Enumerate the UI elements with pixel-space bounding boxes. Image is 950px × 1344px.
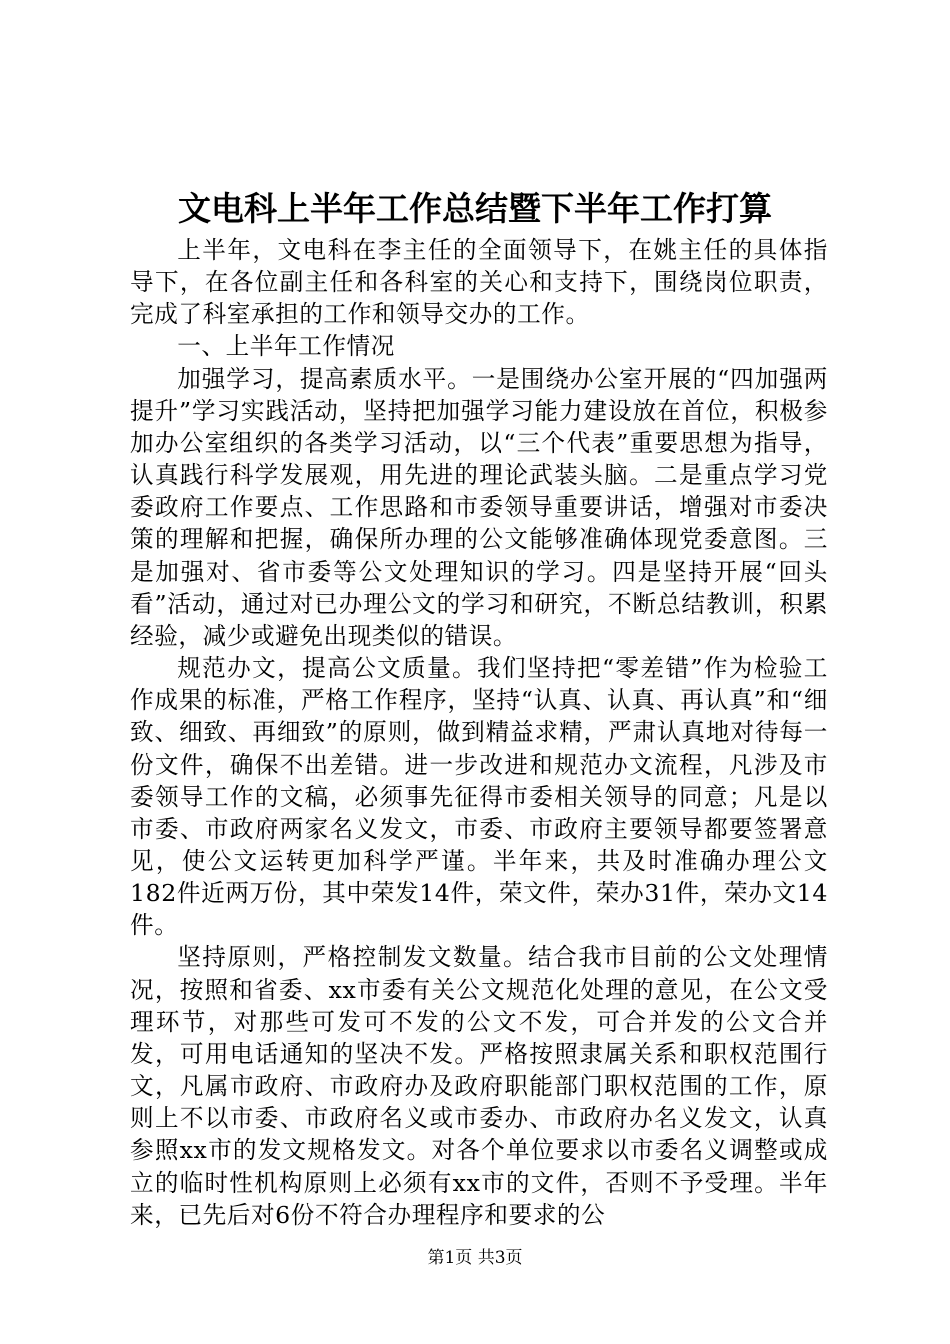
page-footer: 第1页 共3页 (427, 1248, 523, 1268)
paragraph-study: 加强学习，提高素质水平。一是围绕办公室开展的“四加强两提升”学习实践活动，坚持把加强学习能力建设放在首位，积极参加办公室组织的各类学习活动，以“三个代表”重要思想为指导，认真践行科学发展观，用先进的理论武装头脑。二是重点学习党委政府工作要点、工作思路和市委领导重要讲话，增强对市委决策的理解和把握，确保所办理的公文能够准确体现党委意图。三是加强对、省市委等公文处理知识的学习。四是坚持开展“回头看”活动，通过对已办理公文的学习和研究，不断总结教训，积累经验，减少或避免出现类似的错误。 (130, 364, 828, 650)
paragraph-standardize: 规范办文，提高公文质量。我们坚持把“零差错”作为检验工作成果的标准，严格工作程序，坚持“认真、认真、再认真”和“细致、细致、再细致”的原则，做到精益求精，严肃认真地对待每一份文件，确保不出差错。进一步改进和规范办文流程，凡涉及市委领导工作的文稿，必须事先征得市委相关领导的同意；凡是以市委、市政府两家名义发文，市委、市政府主要领导都要签署意见，使公文运转更加科学严谨。半年来，共及时准确办理公文182件近两万份，其中荣发14件，荣文件，荣办31件，荣办文14件。 (130, 654, 828, 940)
section-heading: 一、上半年工作情况 (177, 332, 395, 361)
paragraph-intro: 上半年，文电科在李主任的全面领导下，在姚主任的具体指导下，在各位副主任和各科室的关心和支持下，围绕岗位职责，完成了科室承担的工作和领导交办的工作。 (130, 236, 828, 329)
document-body (130, 234, 828, 1231)
paragraph-principle: 坚持原则，严格控制发文数量。结合我市目前的公文处理情况，按照和省委、xx市委有关公文规范化处理的意见，在公文受理环节，对那些可发可不发的公文不发，可合并发的公文合并发，可用电话通知的坚决不发。严格按照隶属关系和职权范围行文，凡属市政府、市政府办及政府职能部门职权范围的工作，原则上不以市委、市政府名义或市委办、市政府办名义发文，认真参照xx市的发文规格发文。对各个单位要求以市委名义调整或成立的临时性机构原则上必须有xx市的文件，否则不予受理。半年来，已先后对6份不符合办理程序和要求的公 (130, 943, 828, 1229)
document-title: 文电科上半年工作总结暨下半年工作打算 (178, 189, 772, 228)
